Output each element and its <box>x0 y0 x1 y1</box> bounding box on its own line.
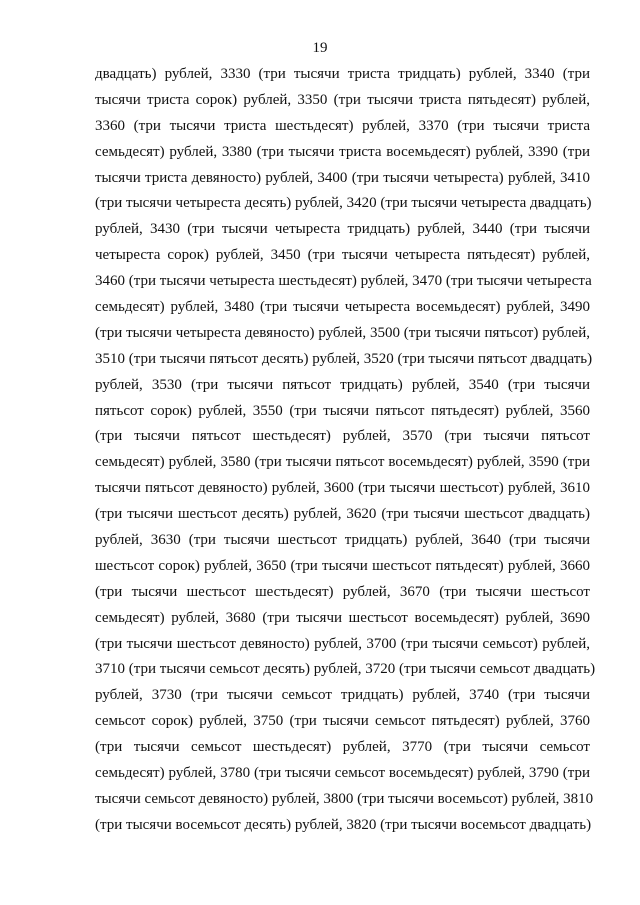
text-line: четыреста сорок) рублей, 3450 (три тысячи четыреста пятьдесят) рублей, <box>95 247 590 264</box>
text-line: 3710 (три тысячи семьсот десять) рублей, 3720 (три тысячи семьсот двадцать) <box>95 661 596 678</box>
text-line: семьдесят) рублей, 3680 (три тысячи шестьсот восемьдесят) рублей, 3690 <box>95 609 590 626</box>
text-line: тысячи триста девяносто) рублей, 3400 (три тысячи четыреста) рублей, 3410 <box>95 169 590 186</box>
text-line: шестьсот сорок) рублей, 3650 (три тысячи шестьсот пятьдесят) рублей, 3660 <box>95 557 590 574</box>
body-text <box>95 62 596 839</box>
text-line: рублей, 3430 (три тысячи четыреста тридцать) рублей, 3440 (три тысячи <box>95 221 590 238</box>
text-line: рублей, 3730 (три тысячи семьсот тридцать) рублей, 3740 (три тысячи <box>95 687 590 704</box>
text-line: 3510 (три тысячи пятьсот десять) рублей, 3520 (три тысячи пятьсот двадцать) <box>95 350 593 367</box>
text-line: 3460 (три тысячи четыреста шестьдесят) рублей, 3470 (три тысячи четыреста <box>95 273 592 290</box>
page-number: 19 <box>312 40 328 56</box>
text-line: семьдесят) рублей, 3780 (три тысячи семьсот восемьдесят) рублей, 3790 (три <box>95 765 590 782</box>
text-line: (три тысячи шестьсот шестьдесят) рублей, 3670 (три тысячи шестьсот <box>95 583 590 600</box>
text-line: семьсот сорок) рублей, 3750 (три тысячи семьсот пятьдесят) рублей, 3760 <box>95 713 590 730</box>
text-line: тысячи семьсот девяносто) рублей, 3800 (три тысячи восемьсот) рублей, 3810 <box>95 790 594 807</box>
text-line: семьдесят) рублей, 3380 (три тысячи триста восемьдесят) рублей, 3390 (три <box>95 143 590 160</box>
text-line: рублей, 3630 (три тысячи шестьсот тридцать) рублей, 3640 (три тысячи <box>95 532 590 549</box>
text-line: семьдесят) рублей, 3580 (три тысячи пятьсот восемьдесят) рублей, 3590 (три <box>95 454 590 471</box>
text-line: пятьсот сорок) рублей, 3550 (три тысячи пятьсот пятьдесят) рублей, 3560 <box>95 402 590 419</box>
text-line: тысячи пятьсот девяносто) рублей, 3600 (три тысячи шестьсот) рублей, 3610 <box>95 480 590 497</box>
text-line: 3360 (три тысячи триста шестьдесят) рублей, 3370 (три тысячи триста <box>95 117 590 134</box>
text-line: тысячи триста сорок) рублей, 3350 (три тысячи триста пятьдесят) рублей, <box>95 91 590 108</box>
text-line: (три тысячи семьсот шестьдесят) рублей, 3770 (три тысячи семьсот <box>95 739 590 756</box>
text-line: (три тысячи восемьсот десять) рублей, 3820 (три тысячи восемьсот двадцать) <box>95 816 592 833</box>
text-line: (три тысячи четыреста девяносто) рублей, 3500 (три тысячи пятьсот) рублей, <box>95 324 590 341</box>
text-line: (три тысячи пятьсот шестьдесят) рублей, 3570 (три тысячи пятьсот <box>95 428 590 445</box>
text-line: рублей, 3530 (три тысячи пятьсот тридцать) рублей, 3540 (три тысячи <box>95 376 590 393</box>
text-line: (три тысячи шестьсот десять) рублей, 3620 (три тысячи шестьсот двадцать) <box>95 506 590 523</box>
text-line: двадцать) рублей, 3330 (три тысячи триста тридцать) рублей, 3340 (три <box>95 66 590 82</box>
text-line: (три тысячи четыреста десять) рублей, 3420 (три тысячи четыреста двадцать) <box>95 195 592 212</box>
text-line: семьдесят) рублей, 3480 (три тысячи четыреста восемьдесят) рублей, 3490 <box>95 299 590 316</box>
text-line: (три тысячи шестьсот девяносто) рублей, 3700 (три тысячи семьсот) рублей, <box>95 635 590 652</box>
